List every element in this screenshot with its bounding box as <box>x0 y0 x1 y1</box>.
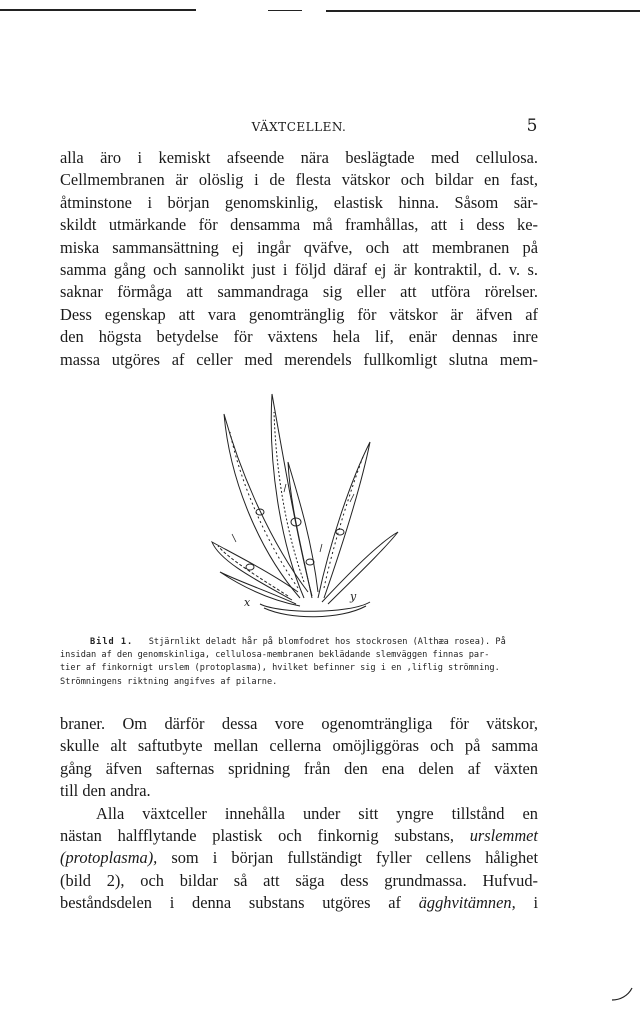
caption-text: Stjärnlikt deladt hår på blomfodret hos stockrosen (Althæa rosea). På <box>148 637 506 647</box>
figure-stellate-hair <box>200 392 420 622</box>
term-agghvitamnen: ägghvitämnen, <box>418 893 516 913</box>
text-line: den högsta betydelse för växtens hela lif, enär dennas inre <box>60 327 538 347</box>
text-line <box>60 847 538 869</box>
text-segment: nästan halfflytande plastisk och finkornig substans, <box>60 825 454 845</box>
paragraph-1 <box>60 147 538 371</box>
figure-label-y: y <box>350 590 357 603</box>
text-line: miska sammansättning ej ingår qväfve, och att membranen på <box>60 237 538 257</box>
top-rule-right <box>326 10 640 12</box>
text-line <box>60 892 538 914</box>
text-line: braner. Om därför dessa vore ogenomträngliga för vätskor, <box>60 714 538 733</box>
stellate-hair-illustration <box>200 392 420 622</box>
text-line: skulle alt saftutbyte mellan cellerna omöjliggöras och på samma <box>60 736 538 756</box>
term-urslemmet: urslemmet <box>469 825 538 845</box>
text-line: Cellmembranen är olöslig i de flesta vätskor och bildar en fast, <box>60 170 538 190</box>
figure-label-x: x <box>244 596 251 609</box>
top-rule-middle <box>268 10 302 11</box>
text-segment: som i början fullständigt fyller cellens hålighet <box>171 848 538 868</box>
text-line: saknar förmåga att sammandraga sig eller att utföra rörelser. <box>60 282 538 302</box>
figure-caption <box>60 636 538 689</box>
text-line: skildt utmärkande för densamma må framhållas, att i dess ke- <box>60 215 538 235</box>
page-corner-mark <box>608 986 636 1006</box>
text-line: massa utgöres af celler med merendels fullkomligt slutna mem- <box>60 349 538 369</box>
text-line: alla äro i kemiskt afseende nära beslägtade med cellulosa. <box>60 148 538 167</box>
text-line: gång äfven safternas spridning från den ena delen af växten <box>60 758 538 778</box>
caption-line <box>60 636 538 649</box>
text-line: åtminstone i början genomskinlig, elastisk hinna. Såsom sär- <box>60 192 538 212</box>
paragraph-2-3 <box>60 713 538 915</box>
text-line: till den andra. <box>60 781 151 801</box>
text-line: (bild 2), och bildar så att säga dess grundmassa. Hufvud- <box>60 870 538 890</box>
text-segment: beståndsdelen i denna substans utgöres af <box>60 893 401 913</box>
top-rule-left <box>0 9 196 11</box>
caption-line: insidan af den genomskinliga, cellulosa-membranen beklädande slemväggen finnas par- <box>60 650 490 661</box>
running-title: VÄXTCELLEN. <box>251 120 347 134</box>
running-head <box>60 118 538 138</box>
text-line: samma gång och sannolikt just i följd däraf ej är kontraktil, d. v. s. <box>60 259 538 279</box>
text-line: Alla växtceller innehålla under sitt yngre tillstånd en <box>96 803 538 823</box>
page-number: 5 <box>526 116 538 136</box>
caption-line: Strömningens riktning angifves af pilarne. <box>60 676 278 687</box>
caption-label: Bild 1. <box>90 637 134 647</box>
text-line <box>60 825 538 847</box>
caption-line: tier af finkornigt urslem (protoplasma), hvilket befinner sig i en ,liflig strömning. <box>60 663 500 674</box>
text-line: Dess egenskap att vara genomtränglig för vätskor är äfven af <box>60 304 538 324</box>
term-protoplasma: (protoplasma), <box>60 848 158 868</box>
text-segment: i <box>533 893 538 913</box>
